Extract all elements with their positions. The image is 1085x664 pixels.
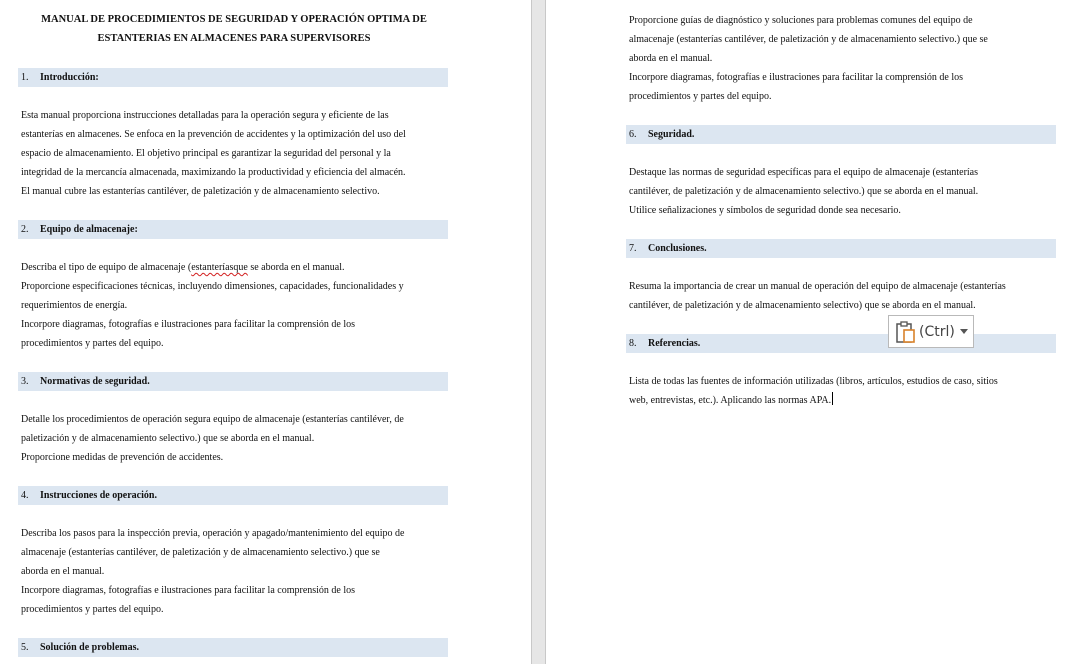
section-title: Normativas de seguridad.: [40, 376, 150, 387]
section-title: Solución de problemas.: [40, 642, 139, 653]
paragraph-line: requerimientos de energía.: [21, 300, 128, 311]
document-title-line-1: MANUAL DE PROCEDIMIENTOS DE SEGURIDAD Y OPERACIÓN OPTIMA DE: [41, 14, 427, 25]
paragraph-line: Destaque las normas de seguridad específicas para el equipo de almacenaje (estanterías: [629, 167, 979, 178]
section-heading-2[interactable]: [18, 220, 448, 239]
paragraph-line: Proporcione guías de diagnóstico y soluciones para problemas comunes del equipo de: [629, 15, 973, 26]
paragraph-line: Incorpore diagramas, fotografías e ilustraciones para facilitar la comprensión de los: [21, 585, 356, 596]
text-cursor: [832, 392, 833, 405]
section-heading-6[interactable]: [626, 125, 1056, 144]
section-number: 4.: [21, 490, 29, 501]
chevron-down-icon: [960, 329, 968, 334]
section-number: 1.: [21, 72, 29, 83]
paragraph-line: Incorpore diagramas, fotografías e ilustraciones para facilitar la comprensión de los: [629, 72, 964, 83]
section-title: Equipo de almacenaje:: [40, 224, 138, 235]
paragraph-line-with-cursor[interactable]: [629, 391, 833, 410]
paragraph-line: estanterías en almacenes. Se enfoca en la prevención de accidentes y la optimización del uso del: [21, 129, 406, 140]
section-number: 3.: [21, 376, 29, 387]
paragraph-line: aborda en el manual.: [629, 53, 713, 64]
text-run: se aborda en el manual.: [247, 262, 345, 273]
section-title: Referencias.: [648, 338, 701, 349]
clipboard-paste-icon: [895, 320, 917, 344]
section-heading-5[interactable]: [18, 638, 448, 657]
paragraph-line: procedimientos y partes del equipo.: [21, 604, 164, 615]
paragraph-line: cantiléver, de paletización y de almacenamiento selectivo.) que se aborda en el manual.: [629, 186, 979, 197]
spelling-error-word[interactable]: estanteríasque: [191, 262, 248, 273]
section-number: 6.: [629, 129, 637, 140]
paragraph-line: Esta manual proporciona instrucciones detalladas para la operación segura y eficiente de las: [21, 110, 389, 121]
paragraph-line: Utilice señalizaciones y símbolos de seguridad donde sea necesario.: [629, 205, 901, 216]
paragraph-line: cantiléver, de paletización y de almacenamiento selectivo) que se aborda en el manual.: [629, 300, 976, 311]
paragraph-line: El manual cubre las estanterías cantiléver, de paletización y de almacenamiento selectivo.: [21, 186, 380, 197]
paragraph-line: Detalle los procedimientos de operación segura equipo de almacenaje (estanterías cantiléver, de: [21, 414, 404, 425]
paragraph-line: procedimientos y partes del equipo.: [21, 338, 164, 349]
paragraph-line: almacenaje (estanterías cantiléver, de paletización y de almacenamiento selectivo.) que se: [629, 34, 988, 45]
paste-options-button[interactable]: [888, 315, 974, 348]
paragraph-line: Describa los pasos para la inspección previa, operación y apagado/mantenimiento del equipo de: [21, 528, 405, 539]
section-heading-8[interactable]: [626, 334, 1056, 353]
section-number: 8.: [629, 338, 637, 349]
paragraph-line: almacenaje (estanterías cantiléver, de paletización y de almacenamiento selectivo.) que se: [21, 547, 380, 558]
section-title: Seguridad.: [648, 129, 695, 140]
paragraph-line: [21, 258, 344, 277]
paragraph-line: paletización y de almacenamiento selectivo.) que se aborda en el manual.: [21, 433, 315, 444]
section-heading-3[interactable]: [18, 372, 448, 391]
section-heading-4[interactable]: [18, 486, 448, 505]
document-page-1[interactable]: [0, 0, 531, 664]
section-title: Conclusiones.: [648, 243, 707, 254]
paragraph-line: Incorpore diagramas, fotografías e ilustraciones para facilitar la comprensión de los: [21, 319, 356, 330]
paragraph-line: procedimientos y partes del equipo.: [629, 91, 772, 102]
paragraph-line: espacio de almacenamiento. El objetivo principal es garantizar la seguridad del personal y la: [21, 148, 391, 159]
paragraph-line: Proporcione medidas de prevención de accidentes.: [21, 452, 224, 463]
paragraph-line: aborda en el manual.: [21, 566, 105, 577]
text-run: Describa el tipo de equipo de almacenaje (: [21, 262, 192, 273]
text-run: web, entrevistas, etc.). Aplicando las normas APA.: [629, 395, 832, 406]
document-page-2[interactable]: [546, 0, 1085, 664]
section-number: 5.: [21, 642, 29, 653]
section-heading-7[interactable]: [626, 239, 1056, 258]
section-title: Instrucciones de operación.: [40, 490, 157, 501]
section-title: Introducción:: [40, 72, 99, 83]
page-gap-divider: [531, 0, 532, 664]
section-number: 2.: [21, 224, 29, 235]
paragraph-line: Proporcione especificaciones técnicas, incluyendo dimensiones, capacidades, funcionalidades y: [21, 281, 404, 292]
paragraph-line: Lista de todas las fuentes de información utilizadas (libros, artículos, estudios de caso, sitios: [629, 376, 998, 387]
document-title-line-2: ESTANTERIAS EN ALMACENES PARA SUPERVISORES: [97, 33, 371, 44]
paste-options-label: (Ctrl): [919, 323, 955, 340]
section-number: 7.: [629, 243, 637, 254]
paragraph-line: integridad de la mercancía almacenada, maximizando la productividad y eficiencia del almacén.: [21, 167, 406, 178]
paragraph-line: Resuma la importancia de crear un manual de operación del equipo de almacenaje (estanterías: [629, 281, 1006, 292]
section-heading-1[interactable]: [18, 68, 448, 87]
